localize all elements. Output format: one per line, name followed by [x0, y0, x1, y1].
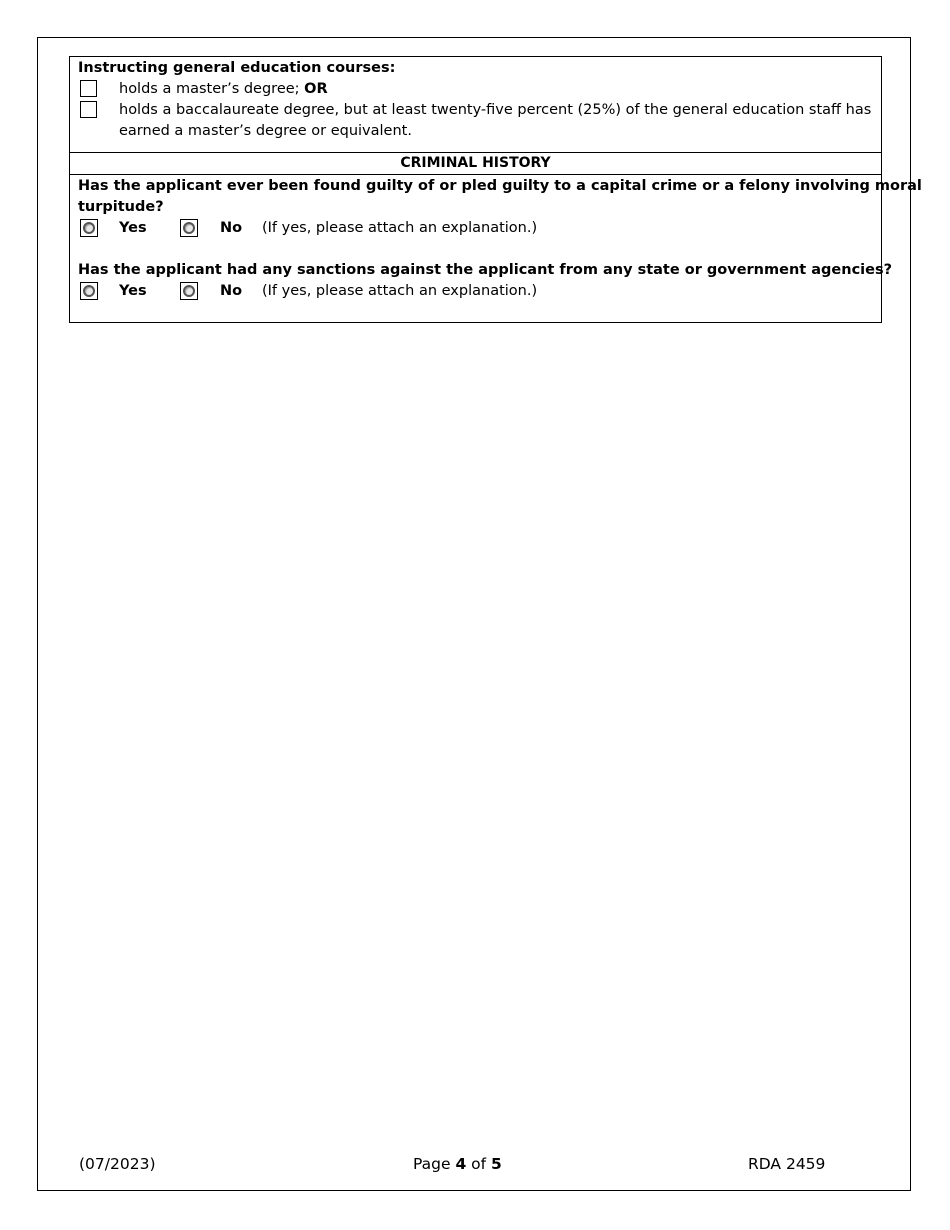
revision-date: (07/2023): [79, 1155, 156, 1173]
masters-degree-checkbox[interactable]: [80, 80, 97, 97]
sanctions-explanation-note: (If yes, please attach an explanation.): [262, 283, 538, 299]
general-education-heading: Instructing general education courses:: [78, 60, 396, 76]
felony-question-line1: Has the applicant ever been found guilty of or pled guilty to a capital crime or a felony involving moral: [78, 178, 922, 194]
sanctions-yes-label: Yes: [119, 283, 147, 299]
felony-no-label: No: [220, 220, 243, 236]
general-education-section: [70, 57, 881, 153]
page-number: Page 4 of 5: [413, 1155, 502, 1173]
sanctions-no-label: No: [220, 283, 243, 299]
sanctions-question: Has the applicant had any sanctions against the applicant from any state or government agencies?: [78, 262, 893, 278]
felony-question-line2: turpitude?: [78, 199, 164, 215]
criminal-history-header: CRIMINAL HISTORY: [70, 153, 881, 175]
masters-degree-label: holds a master’s degree; OR: [119, 81, 328, 97]
felony-yes-label: Yes: [119, 220, 147, 236]
felony-no-radio[interactable]: [180, 219, 198, 237]
baccalaureate-degree-label-line2: earned a master’s degree or equivalent.: [119, 123, 412, 139]
sanctions-yes-radio[interactable]: [80, 282, 98, 300]
sanctions-no-radio[interactable]: [180, 282, 198, 300]
application-form-table: [69, 56, 922, 323]
baccalaureate-degree-checkbox[interactable]: [80, 101, 97, 118]
baccalaureate-degree-label-line1: holds a baccalaureate degree, but at least twenty-five percent (25%) of the general education staff has: [119, 102, 872, 118]
form-id: RDA 2459: [748, 1155, 826, 1173]
felony-yes-radio[interactable]: [80, 219, 98, 237]
felony-explanation-note: (If yes, please attach an explanation.): [262, 220, 538, 236]
